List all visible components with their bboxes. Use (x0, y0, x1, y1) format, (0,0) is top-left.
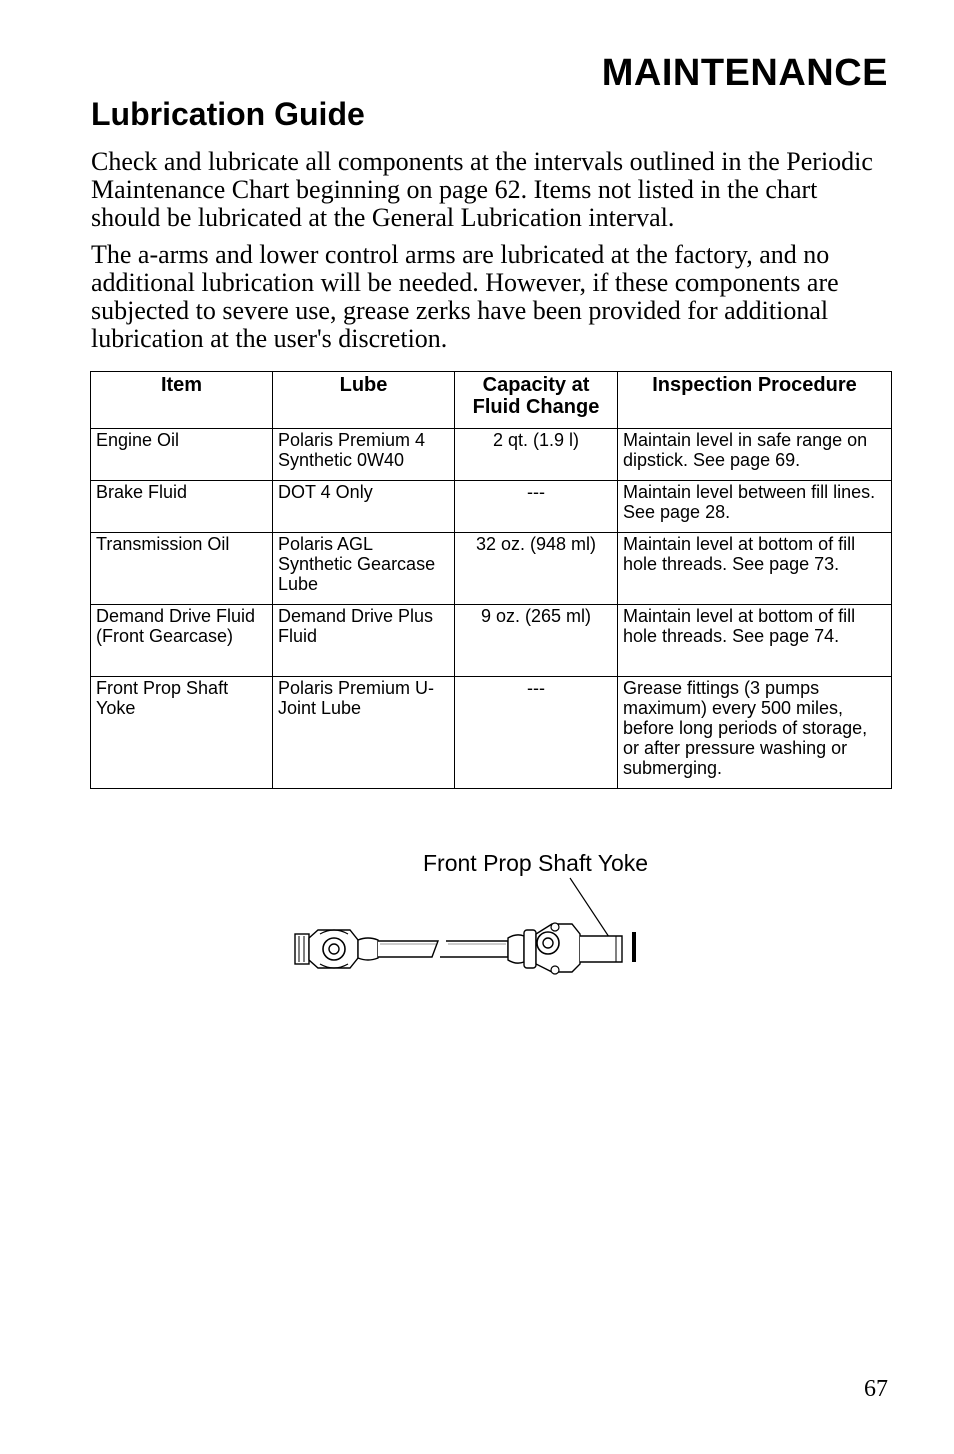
cell-lube: Polaris Premium U-Joint Lube (273, 677, 455, 789)
table-row (91, 605, 892, 677)
cell-lube: Polaris Premium 4 Synthetic 0W40 (273, 429, 455, 481)
cell-inspection: Maintain level at bottom of fill hole threads. See page 73. (618, 533, 892, 605)
shaft (378, 941, 508, 957)
cell-inspection: Maintain level in safe range on dipstick. See page 69. (618, 429, 892, 481)
cell-capacity: 32 oz. (948 ml) (455, 533, 618, 605)
cell-inspection: Grease fittings (3 pumps maximum) every 500 miles, before long periods of storage, or after pressure washing or submerging. (618, 677, 892, 789)
table-row (91, 481, 892, 533)
table-row (91, 533, 892, 605)
right-yoke (508, 923, 636, 974)
lubrication-table (90, 371, 892, 789)
cell-lube: Polaris AGL Synthetic Gearcase Lube (273, 533, 455, 605)
cell-lube: Demand Drive Plus Fluid (273, 605, 455, 677)
cell-lube: DOT 4 Only (273, 481, 455, 533)
cell-item: Brake Fluid (91, 481, 273, 533)
col-header-inspection: Inspection Procedure (618, 372, 892, 429)
intro-paragraph: Check and lubricate all components at the intervals outlined in the Periodic Maintenance Chart beginning on page 62. Items not listed in the chart should be lubricated at the General Lubrication interval. (91, 147, 873, 232)
left-yoke (295, 930, 378, 968)
col-header-item: Item (91, 372, 273, 429)
cell-capacity: --- (455, 677, 618, 789)
table-row (91, 429, 892, 481)
cell-item: Engine Oil (91, 429, 273, 481)
cell-inspection: Maintain level at bottom of fill hole threads. See page 74. (618, 605, 892, 677)
page-number: 67 (864, 1376, 888, 1402)
factory-lubrication-paragraph: The a-arms and lower control arms are lubricated at the factory, and no additional lubrication will be needed. However, if these components are subjected to severe use, grease zerks have been provided for additional lubrication at the user's discretion. (91, 240, 839, 353)
cell-capacity: --- (455, 481, 618, 533)
cell-item: Front Prop Shaft Yoke (91, 677, 273, 789)
col-header-lube: Lube (273, 372, 455, 429)
cell-item: Transmission Oil (91, 533, 273, 605)
col-header-capacity: Capacity at Fluid Change (455, 372, 618, 429)
page-heading: Lubrication Guide (91, 96, 365, 132)
cell-capacity: 9 oz. (265 ml) (455, 605, 618, 677)
table-row (91, 677, 892, 789)
cell-item: Demand Drive Fluid (Front Gearcase) (91, 605, 273, 677)
figure-label: Front Prop Shaft Yoke (423, 850, 649, 876)
cell-inspection: Maintain level between fill lines. See page 28. (618, 481, 892, 533)
table-header-row (91, 372, 892, 429)
section-title: MAINTENANCE (601, 52, 888, 94)
cell-capacity: 2 qt. (1.9 l) (455, 429, 618, 481)
prop-shaft-illustration (280, 870, 660, 980)
